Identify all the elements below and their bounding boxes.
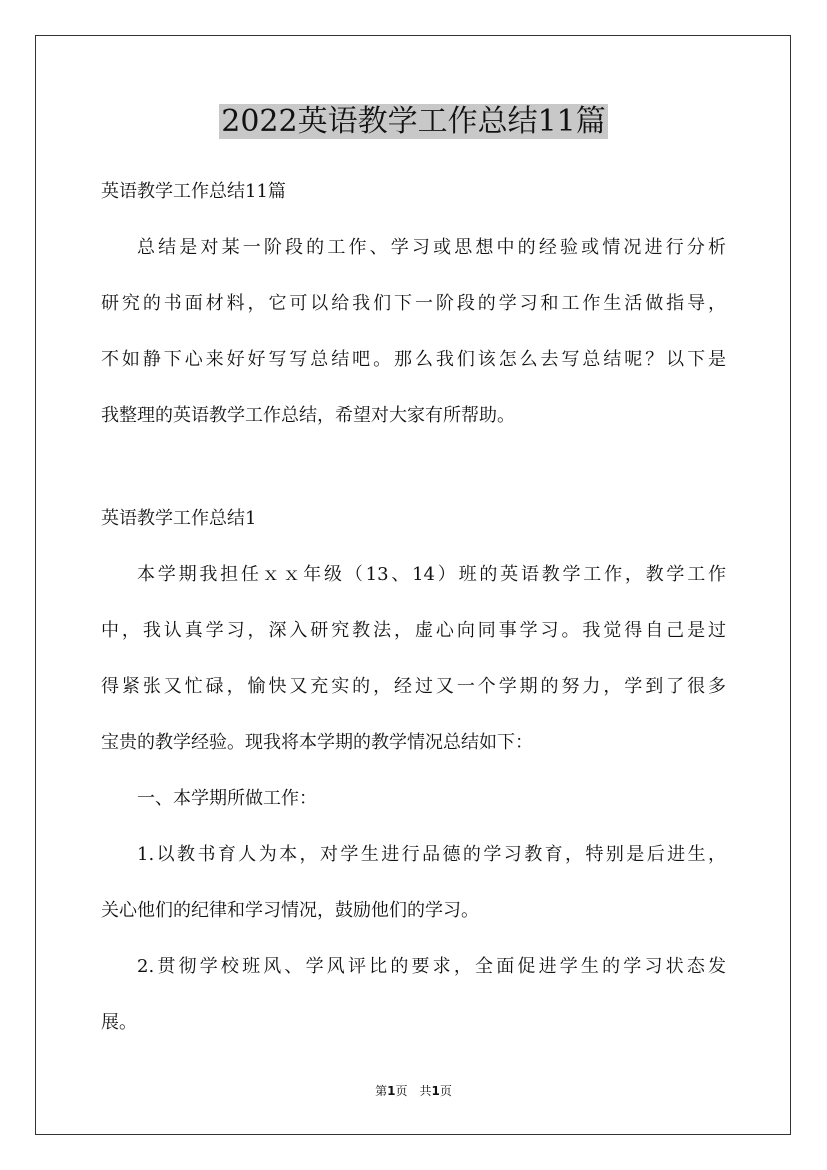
item1-line-2: 关心他们的纪律和学习情况，鼓励他们的学习。 <box>101 900 479 921</box>
section1-heading: 英语教学工作总结1 <box>101 508 257 529</box>
section1-line-2: 中，我认真学习，深入研究教法，虚心向同事学习。我觉得自己是过 <box>101 620 726 641</box>
intro-line-2: 研究的书面材料，它可以给我们下一阶段的学习和工作生活做指导， <box>101 293 726 314</box>
document-title-text: 2022英语教学工作总结11篇 <box>221 104 606 139</box>
section1-line-4: 宝贵的教学经验。现我将本学期的教学情况总结如下： <box>101 732 533 753</box>
footer-page-total: 1 <box>431 1084 440 1098</box>
footer-page-number: 1 <box>387 1084 396 1098</box>
footer-page-suffix: 页 <box>439 1084 452 1098</box>
document-title <box>0 102 827 142</box>
subheading-work-done: 一、本学期所做工作： <box>137 788 317 809</box>
item2-line-2: 展。 <box>101 1012 137 1033</box>
section1-line-3: 得紧张又忙碌，愉快又充实的，经过又一个学期的努力，学到了很多 <box>101 676 726 697</box>
document-subtitle: 英语教学工作总结11篇 <box>101 181 286 202</box>
intro-line-3: 不如静下心来好好写写总结吧。那么我们该怎么去写总结呢？以下是 <box>101 349 726 370</box>
intro-line-4: 我整理的英语教学工作总结，希望对大家有所帮助。 <box>101 405 515 426</box>
footer-page-prefix: 第 <box>375 1084 388 1098</box>
item2-line-1: 2.贯彻学校班风、学风评比的要求，全面促进学生的学习状态发 <box>137 956 726 977</box>
section1-line-1: 本学期我担任ｘｘ年级（13、14）班的英语教学工作，教学工作 <box>137 564 726 585</box>
page-footer <box>0 1083 827 1099</box>
intro-line-1: 总结是对某一阶段的工作、学习或思想中的经验或情况进行分析 <box>137 237 726 258</box>
footer-page-mid: 页 共 <box>395 1084 432 1098</box>
item1-line-1: 1.以教书育人为本，对学生进行品德的学习教育，特别是后进生， <box>137 844 726 865</box>
